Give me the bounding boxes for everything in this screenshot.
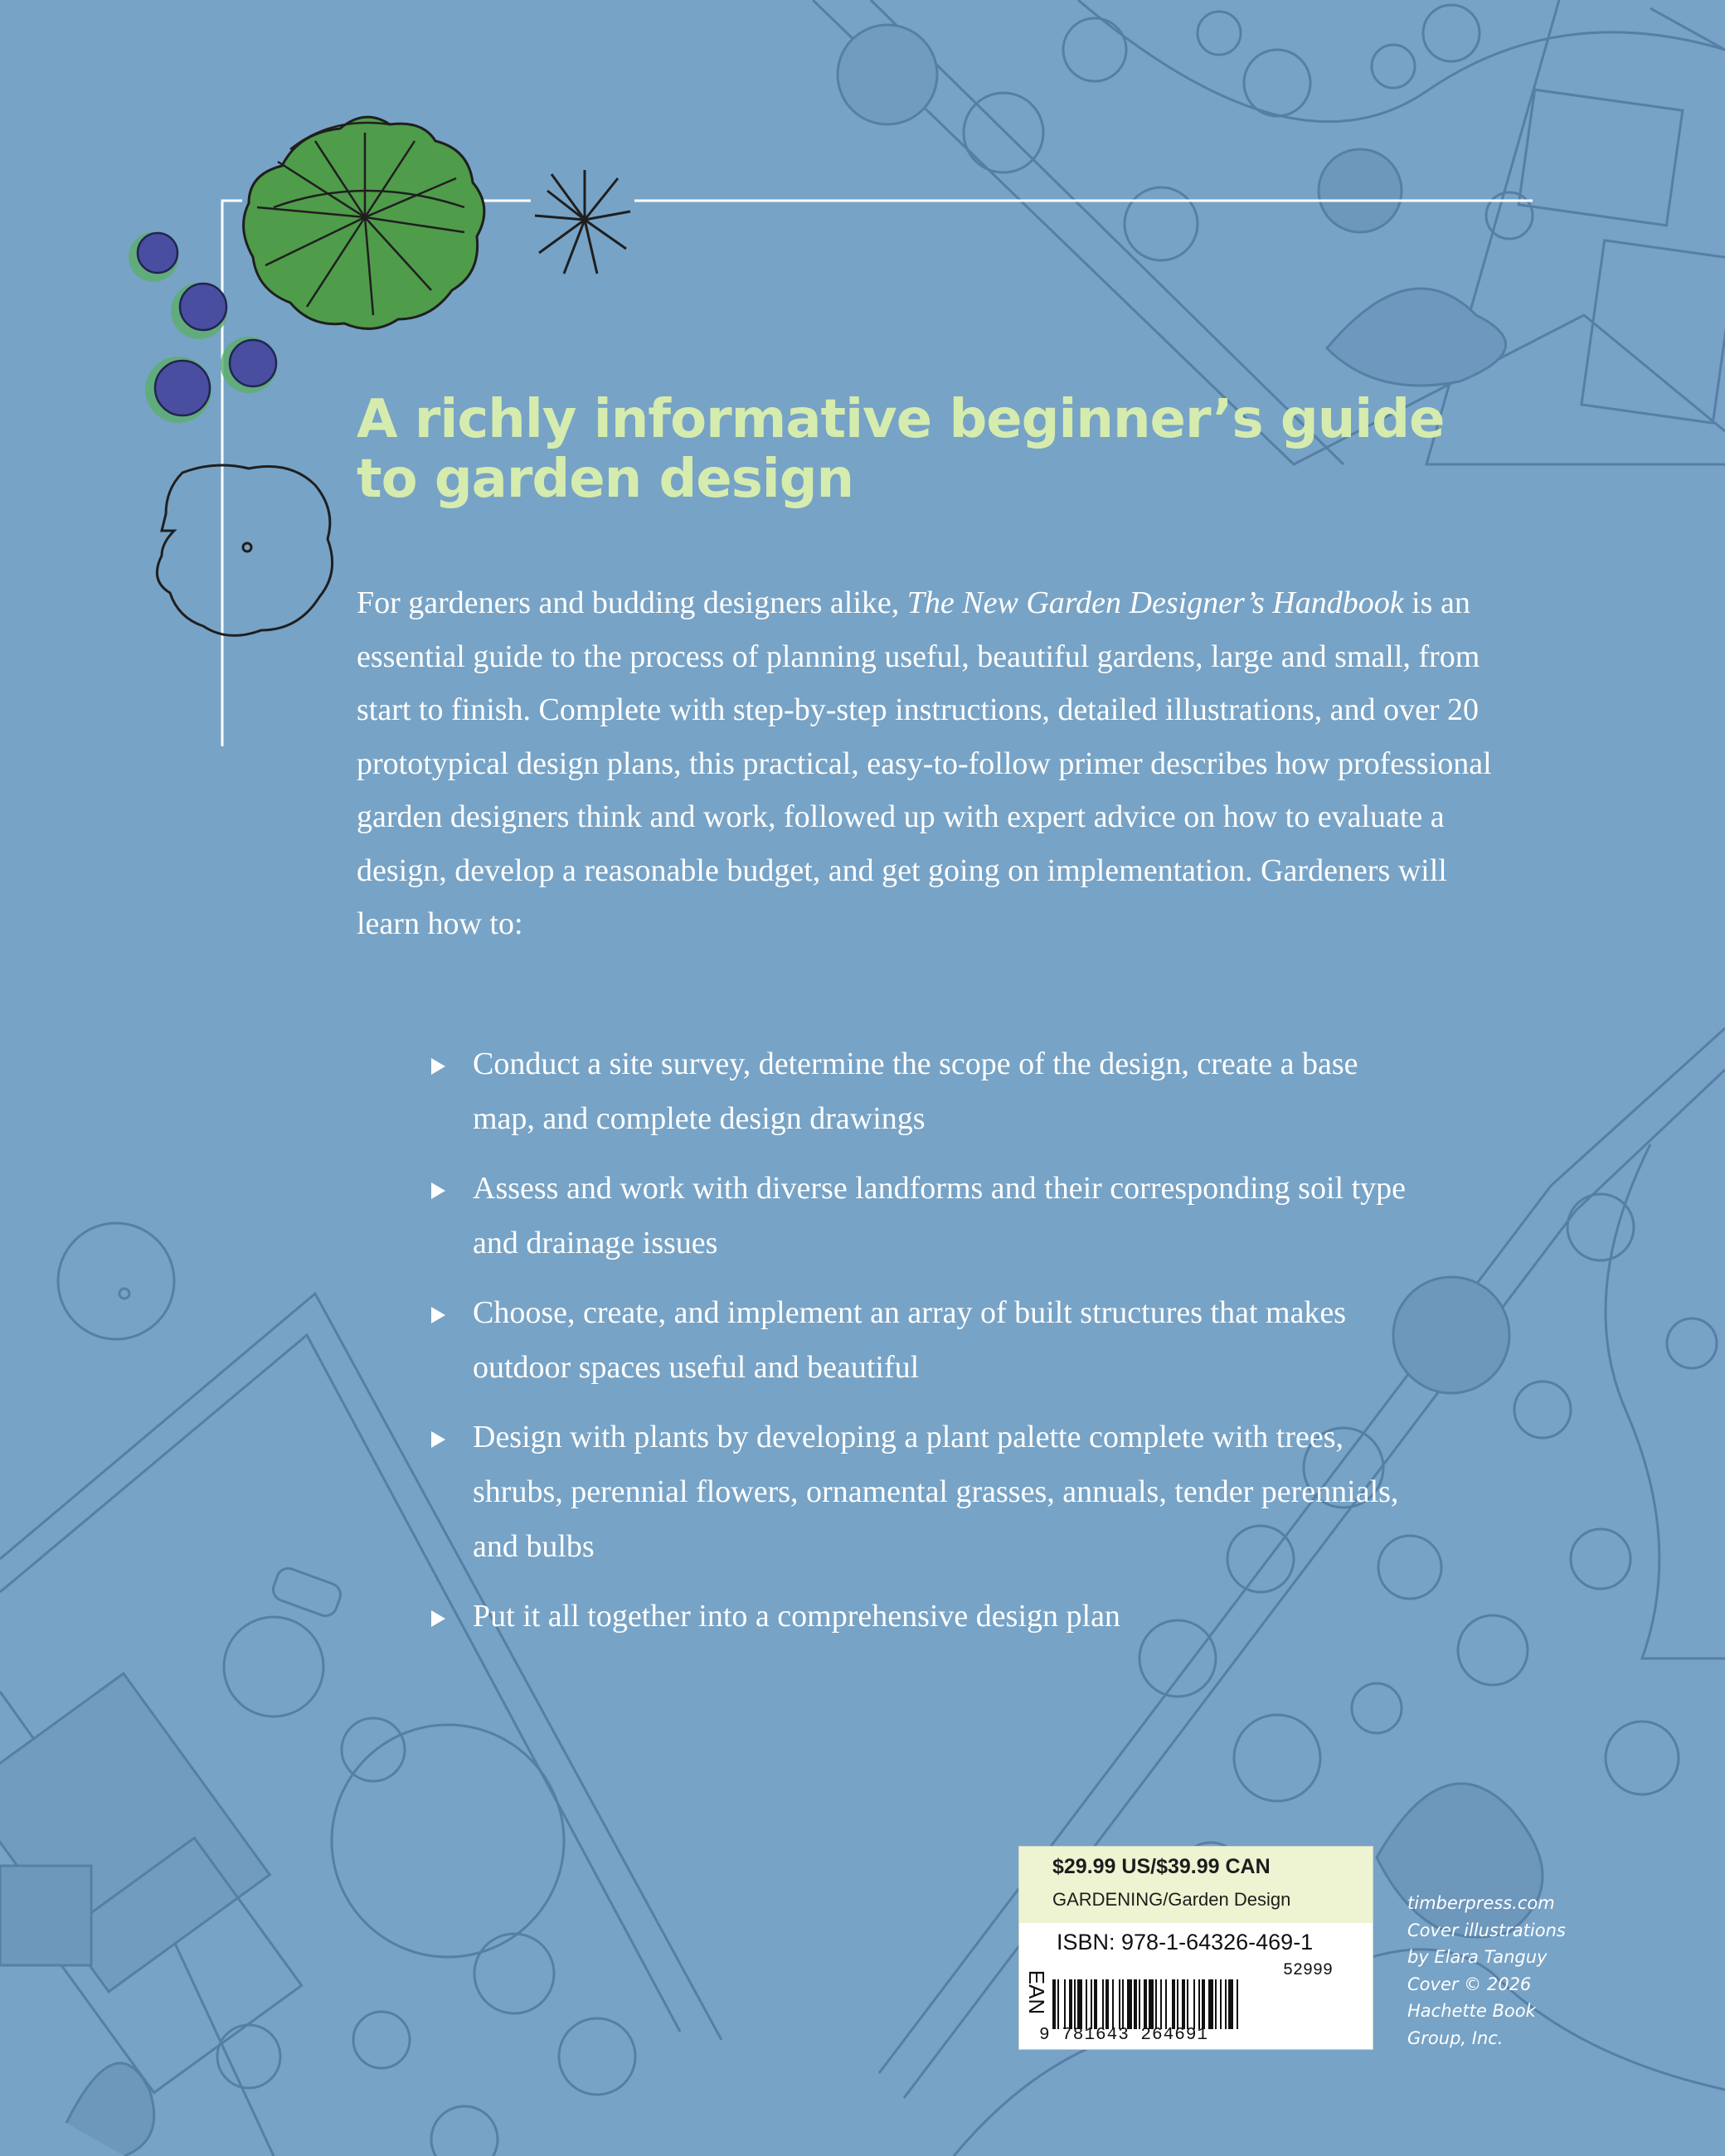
list-item <box>431 1037 1426 1146</box>
barcode-bar <box>1215 1979 1217 2029</box>
barcode-bar <box>1119 1979 1120 2029</box>
barcode-bar <box>1237 1979 1238 2029</box>
barcode-bar <box>1228 1979 1233 2029</box>
barcode-bar <box>1105 1979 1109 2029</box>
price-barcode-box <box>1018 1846 1373 2050</box>
barcode-bar <box>1225 1979 1227 2029</box>
credit-line: Cover illustrations <box>1407 1920 1566 1940</box>
list-item-text: Assess and work with diverse landforms and their corresponding soil type and drainage issues <box>473 1171 1407 1260</box>
barcode-bar <box>1193 1979 1195 2029</box>
publisher-website: timberpress.com <box>1407 1893 1555 1913</box>
list-item <box>431 1410 1426 1574</box>
credit-line: by Elara Tanguy <box>1407 1947 1548 1967</box>
bullet-triangle-icon <box>431 1182 445 1199</box>
barcode-digits: 9 781643 264691 <box>1039 2026 1209 2045</box>
intro-body: is an essential guide to the process of planning useful, beautiful gardens, large and small, from start to finish. Complete with step-by-step instructions, detailed illustrations, and over 20 prototypical design plans, this practical, easy-to-follow primer describes how professional garden designers think and work, followed up with expert advice on how to evaluate a design, develop a reasonable budget, and get going on implementation. Gardeners will learn how to: <box>357 585 1492 941</box>
bullet-triangle-icon <box>431 1307 445 1323</box>
category-label: GARDENING/Garden Design <box>1052 1889 1291 1910</box>
bullet-triangle-icon <box>431 1058 445 1075</box>
bullet-triangle-icon <box>431 1610 445 1627</box>
credit-line: Hachette Book <box>1407 2001 1536 2021</box>
barcode <box>1051 1979 1366 2029</box>
list-item <box>431 1589 1426 1644</box>
list-item-text: Design with plants by developing a plant palette complete with trees, shrubs, perennial flowers, ornamental grasses, annuals, tender perennials, and bulbs <box>473 1420 1399 1564</box>
deciduous-tree-outline-icon <box>157 465 332 635</box>
barcode-bar <box>1127 1979 1132 2029</box>
barcode-bar <box>1187 1979 1188 2029</box>
barcode-bar <box>1052 1979 1056 2029</box>
barcode-bar <box>1057 1979 1059 2029</box>
barcode-bar <box>1208 1979 1213 2029</box>
barcode-bar <box>1069 1979 1072 2029</box>
barcode-bar <box>1202 1979 1205 2029</box>
barcode-bar <box>1091 1979 1092 2029</box>
list-item-text: Conduct a site survey, determine the scope of the design, create a base map, and complete design drawings <box>473 1046 1358 1136</box>
barcode-bar <box>1160 1979 1162 2029</box>
intro-paragraph <box>357 576 1497 951</box>
barcode-bar <box>1086 1979 1087 2029</box>
barcode-bar <box>1064 1979 1066 2029</box>
barcode-bar <box>1182 1979 1185 2029</box>
barcode-bar <box>1094 1979 1097 2029</box>
price-label: $29.99 US/$39.99 CAN <box>1052 1855 1271 1878</box>
barcode-bar <box>1165 1979 1167 2029</box>
price-code: 52999 <box>1283 1961 1334 1980</box>
book-title: The New Garden Designer’s Handbook <box>906 585 1404 620</box>
headline-line-2: to garden design <box>357 449 854 510</box>
barcode-bar <box>1198 1979 1200 2029</box>
barcode-bar <box>1074 1979 1076 2029</box>
headline-line-1: A richly informative beginner’s guide <box>357 389 1445 450</box>
ean-label: EAN <box>1024 1969 1050 2015</box>
barcode-bar <box>1077 1979 1082 2029</box>
credit-line: Cover © 2026 <box>1407 1974 1532 1994</box>
starburst-plant-icon <box>535 170 630 274</box>
barcode-bar <box>1220 1979 1222 2029</box>
list-item <box>431 1161 1426 1270</box>
headline <box>357 390 1518 509</box>
list-item-text: Put it all together into a comprehensive design plan <box>473 1599 1120 1634</box>
bullet-triangle-icon <box>431 1431 445 1448</box>
barcode-bar <box>1122 1979 1124 2029</box>
isbn-label: ISBN: 978-1-64326-469-1 <box>1057 1930 1314 1954</box>
list-item <box>431 1285 1426 1395</box>
barcode-bar <box>1155 1979 1157 2029</box>
barcode-bar <box>1149 1979 1154 2029</box>
barcode-bar <box>1102 1979 1104 2029</box>
barcode-bar <box>1134 1979 1137 2029</box>
credit-line: Group, Inc. <box>1407 2027 1504 2048</box>
tree-symbol-icon <box>244 117 484 328</box>
barcode-bar <box>1112 1979 1114 2029</box>
list-item-text: Choose, create, and implement an array of built structures that makes outdoor spaces useful and beautiful <box>473 1295 1347 1385</box>
barcode-bar <box>1172 1979 1175 2029</box>
barcode-bar <box>1144 1979 1147 2029</box>
skills-list <box>431 1037 1426 1658</box>
barcode-bar <box>1177 1979 1178 2029</box>
barcode-bar <box>1139 1979 1140 2029</box>
publisher-credits <box>1407 1890 1656 2052</box>
intro-prefix: For gardeners and budding designers alike, <box>357 585 907 620</box>
